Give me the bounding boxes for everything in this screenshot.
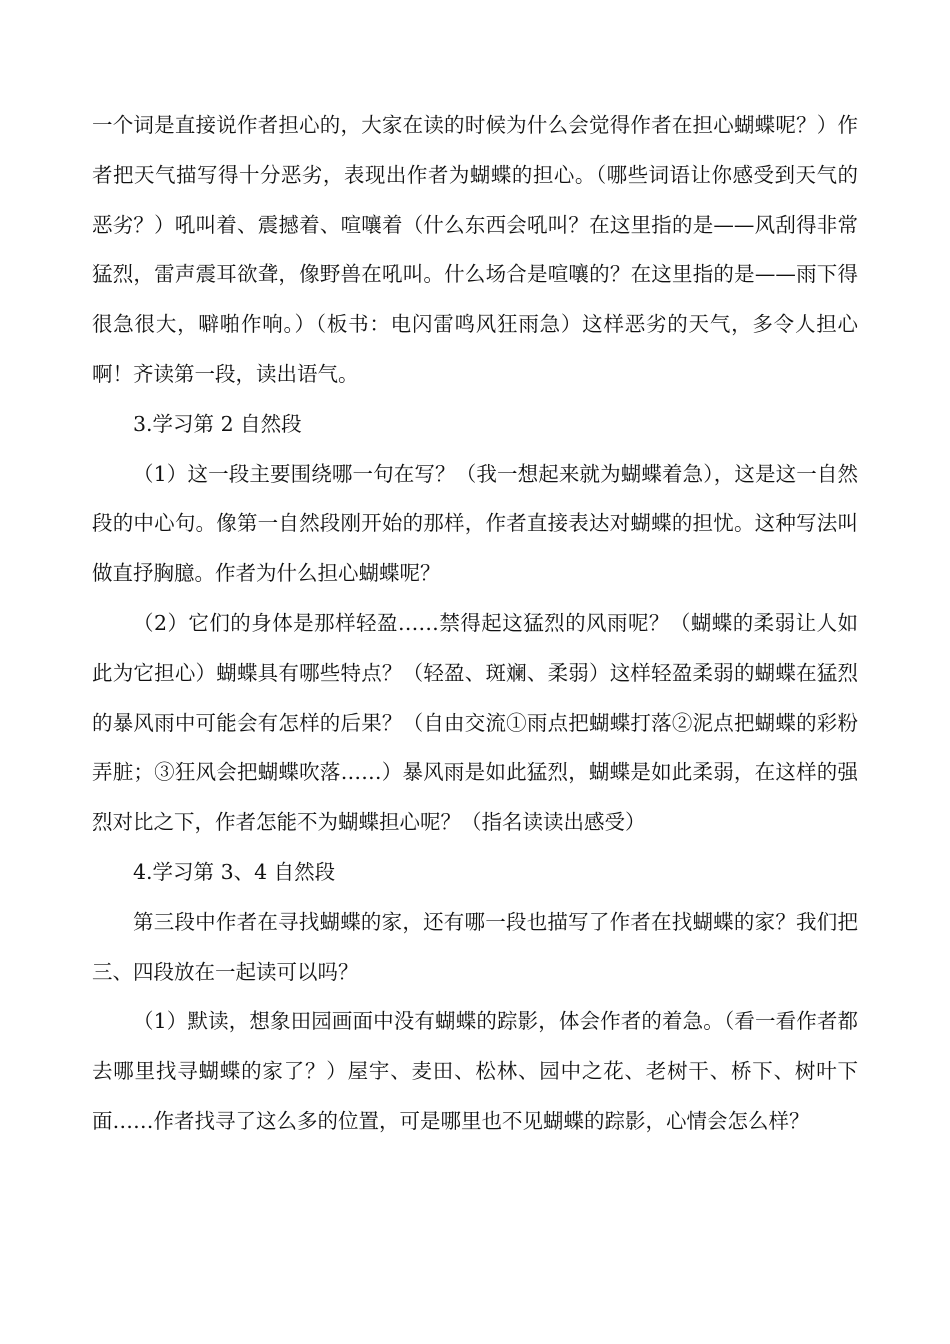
paragraph-searching-home: 第三段中作者在寻找蝴蝶的家，还有哪一段也描写了作者在找蝴蝶的家？我们把三、四段放在一起读可以吗？: [92, 909, 858, 984]
document-page: [92, 101, 858, 1147]
paragraph-butterfly-traits: （2）它们的身体是那样轻盈……禁得起这猛烈的风雨呢？（蝴蝶的柔弱让人如此为它担心）蝴蝶具有哪些特点？（轻盈、斑斓、柔弱）这样轻盈柔弱的蝴蝶在猛烈的暴风雨中可能会有怎样的后果？（自由交流①雨点把蝴蝶打落②泥点把蝴蝶的彩粉弄脏；③狂风会把蝴蝶吹落……）暴风雨是如此猛烈，蝴蝶是如此柔弱，在这样的强烈对比之下，作者怎能不为蝴蝶担心呢？（指名读读出感受）: [92, 610, 858, 835]
paragraph-silent-reading: （1）默读，想象田园画面中没有蝴蝶的踪影，体会作者的着急。（看一看作者都去哪里找寻蝴蝶的家了？）屋宇、麦田、松林、园中之花、老树干、桥下、树叶下面……作者找寻了这么多的位置，可是哪里也不见蝴蝶的踪影，心情会怎么样？: [92, 1009, 858, 1133]
paragraph-central-sentence: （1）这一段主要围绕哪一句在写？（我一想起来就为蝴蝶着急），这是这一自然段的中心句。像第一自然段刚开始的那样，作者直接表达对蝴蝶的担忧。这种写法叫做直抒胸臆。作者为什么担心蝴蝶呢？: [92, 461, 858, 586]
section-heading-4: 4.学习第 3、4 自然段: [133, 859, 336, 884]
section-heading-3: 3.学习第 2 自然段: [133, 411, 302, 436]
paragraph-continuation: 一个词是直接说作者担心的，大家在读的时候为什么会觉得作者在担心蝴蝶呢？）作者把天气描写得十分恶劣，表现出作者为蝴蝶的担心。（哪些词语让你感受到天气的恶劣？）吼叫着、震撼着、喧嚷着（什么东西会吼叫？在这里指的是——风刮得非常猛烈，雷声震耳欲聋，像野兽在吼叫。什么场合是喧嚷的？在这里指的是——雨下得很急很大，噼啪作响。）（板书：电闪雷鸣风狂雨急）这样恶劣的天气，多令人担心啊！齐读第一段，读出语气。: [92, 113, 858, 386]
